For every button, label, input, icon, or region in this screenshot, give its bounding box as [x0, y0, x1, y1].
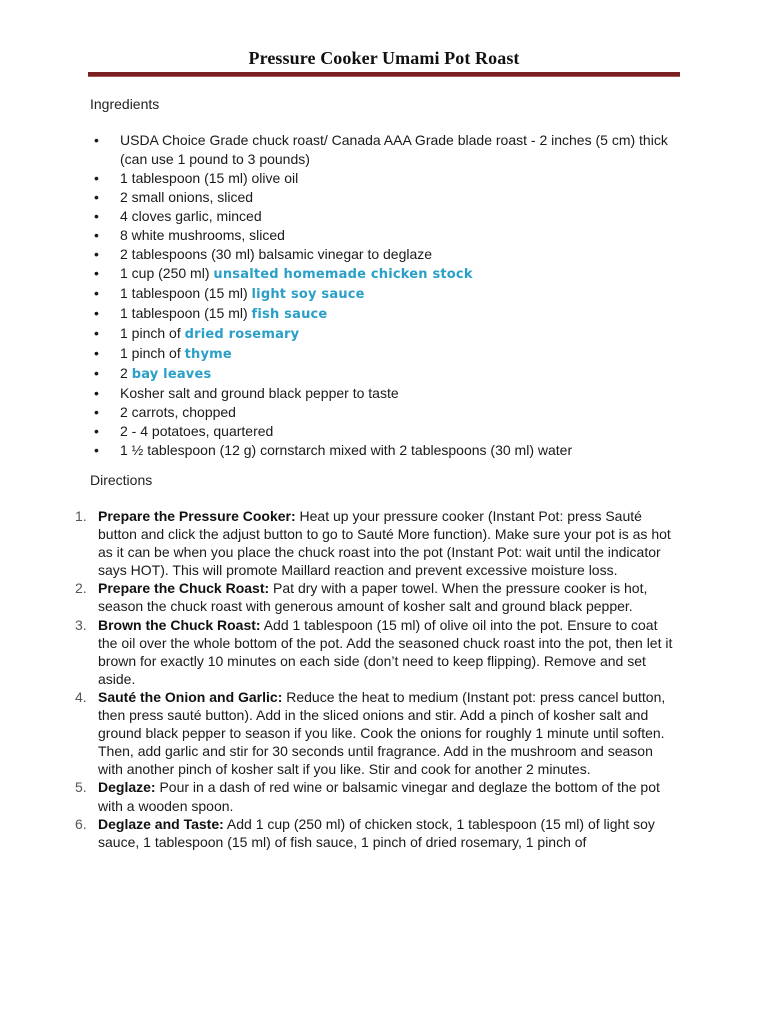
step-title: Prepare the Chuck Roast: — [98, 580, 270, 597]
title-divider — [88, 72, 680, 77]
bullet-icon: • — [94, 285, 99, 301]
ingredient-text: 2 carrots, chopped — [120, 404, 236, 420]
ingredients-heading: Ingredients — [90, 96, 160, 112]
direction-step — [0, 778, 680, 814]
step-number: 5. — [75, 779, 87, 796]
ingredient-text: 8 white mushrooms, sliced — [120, 227, 285, 243]
directions-list — [0, 507, 768, 851]
ingredient-text: 1 cup (250 ml) — [120, 265, 214, 281]
ingredient-item — [0, 131, 690, 169]
ingredient-item — [0, 403, 690, 422]
ingredient-item — [0, 344, 690, 364]
ingredient-item — [0, 226, 690, 245]
ingredient-text: Kosher salt and ground black pepper to taste — [120, 385, 399, 401]
bullet-icon: • — [94, 227, 99, 243]
ingredient-link[interactable]: fish sauce — [251, 307, 328, 322]
ingredient-text: 1 ½ tablespoon (12 g) cornstarch mixed with 2 tablespoons (30 ml) water — [120, 442, 573, 458]
ingredient-item — [0, 422, 690, 441]
bullet-icon: • — [94, 208, 99, 224]
ingredient-item — [0, 284, 690, 304]
ingredient-text: 1 tablespoon (15 ml) — [120, 305, 252, 321]
bullet-icon: • — [94, 305, 99, 321]
bullet-icon: • — [94, 345, 99, 361]
step-number: 3. — [75, 616, 87, 633]
step-title: Deglaze and Taste: — [98, 815, 224, 832]
bullet-icon: • — [94, 404, 99, 420]
ingredient-text: 1 tablespoon (15 ml) — [120, 285, 252, 301]
ingredient-item — [0, 324, 690, 344]
direction-step — [0, 688, 680, 778]
ingredient-item — [0, 169, 690, 188]
bullet-icon: • — [94, 442, 99, 458]
ingredient-text: 1 pinch of — [120, 345, 185, 361]
bullet-icon: • — [94, 189, 99, 205]
ingredient-text: USDA Choice Grade chuck roast/ Canada AAA Grade blade roast - 2 inches (5 cm) thick (can use 1 pound to 3 pounds) — [120, 132, 668, 167]
ingredient-item — [0, 207, 690, 226]
step-text: Heat up your pressure cooker (Instant Pot: press Sauté button and click the adjust button to go to Sauté More function). Make sure your pot is as hot as it can be when you place the chuck roast into the pot (Instant Pot: wait until the indicator says HOT). This will promote Maillard reaction and prevent excessive moisture loss. — [98, 508, 671, 579]
step-title: Prepare the Pressure Cooker: — [98, 508, 296, 524]
direction-step — [0, 616, 680, 688]
step-title: Sauté the Onion and Garlic: — [98, 688, 283, 705]
ingredient-item — [0, 264, 690, 284]
direction-step — [0, 507, 680, 579]
step-number: 1. — [75, 508, 87, 524]
step-number: 4. — [75, 688, 87, 705]
ingredient-item — [0, 245, 690, 264]
ingredient-text: 2 - 4 potatoes, quartered — [120, 423, 274, 439]
direction-step — [0, 579, 680, 615]
step-text: Reduce the heat to medium (Instant pot: press cancel button, then press sauté button). Add in the sliced onions and stir. Add a pinch of kosher salt and ground black pepper to season if you like. Cook the onions for roughly 1 minute until soften. Then, add garlic and stir for 30 seconds until fragrance. Add in the mushroom and season with another pinch of kosher salt if you like. Stir and cook for another 2 minutes. — [98, 688, 666, 778]
bullet-icon: • — [94, 325, 99, 341]
step-text: Pour in a dash of red wine or balsamic vinegar and deglaze the bottom of the pot with a wooden spoon. — [98, 779, 660, 814]
ingredient-text: 2 — [120, 365, 132, 381]
ingredient-text: 2 small onions, sliced — [120, 189, 254, 205]
bullet-icon: • — [94, 170, 99, 186]
bullet-icon: • — [94, 365, 99, 381]
ingredient-text: 2 tablespoons (30 ml) balsamic vinegar to deglaze — [120, 246, 433, 262]
direction-step — [0, 815, 680, 851]
step-text: Add 1 tablespoon (15 ml) of olive oil into the pot. Ensure to coat the oil over the whole bottom of the pot. Add the seasoned chuck roast into the pot, then let it brown for exactly 10 minutes on each side (don’t need to keep flipping). Remove and set aside. — [98, 616, 673, 687]
ingredient-link[interactable]: dried rosemary — [184, 327, 300, 342]
ingredient-item — [0, 384, 690, 403]
ingredient-item — [0, 188, 690, 207]
ingredient-link[interactable]: light soy sauce — [251, 287, 365, 302]
ingredient-link[interactable]: unsalted homemade chicken stock — [213, 267, 473, 282]
bullet-icon: • — [94, 385, 99, 401]
ingredient-text: 1 pinch of — [120, 325, 185, 341]
step-number: 2. — [75, 580, 87, 597]
bullet-icon: • — [94, 246, 99, 262]
ingredient-item — [0, 304, 690, 324]
directions-heading: Directions — [90, 472, 153, 488]
step-text: Pat dry with a paper towel. When the pressure cooker is hot, season the chuck roast with generous amount of kosher salt and ground black pepper. — [98, 580, 648, 615]
ingredient-link[interactable]: bay leaves — [131, 367, 212, 382]
ingredient-text: 1 tablespoon (15 ml) olive oil — [120, 170, 299, 186]
bullet-icon: • — [94, 423, 99, 439]
bullet-icon: • — [94, 132, 99, 148]
ingredient-text: 4 cloves garlic, minced — [120, 208, 262, 224]
ingredient-item — [0, 441, 690, 460]
ingredient-item — [0, 364, 690, 384]
page-title: Pressure Cooker Umami Pot Roast — [248, 48, 520, 68]
ingredients-list — [0, 131, 768, 460]
step-title: Deglaze: — [98, 779, 156, 796]
bullet-icon: • — [94, 265, 99, 281]
step-title: Brown the Chuck Roast: — [98, 616, 261, 633]
step-text: Add 1 cup (250 ml) of chicken stock, 1 tablespoon (15 ml) of light soy sauce, 1 tablespoon (15 ml) of fish sauce, 1 pinch of dried rosemary, 1 pinch of — [98, 815, 655, 850]
step-number: 6. — [75, 815, 87, 832]
ingredient-link[interactable]: thyme — [184, 347, 232, 362]
